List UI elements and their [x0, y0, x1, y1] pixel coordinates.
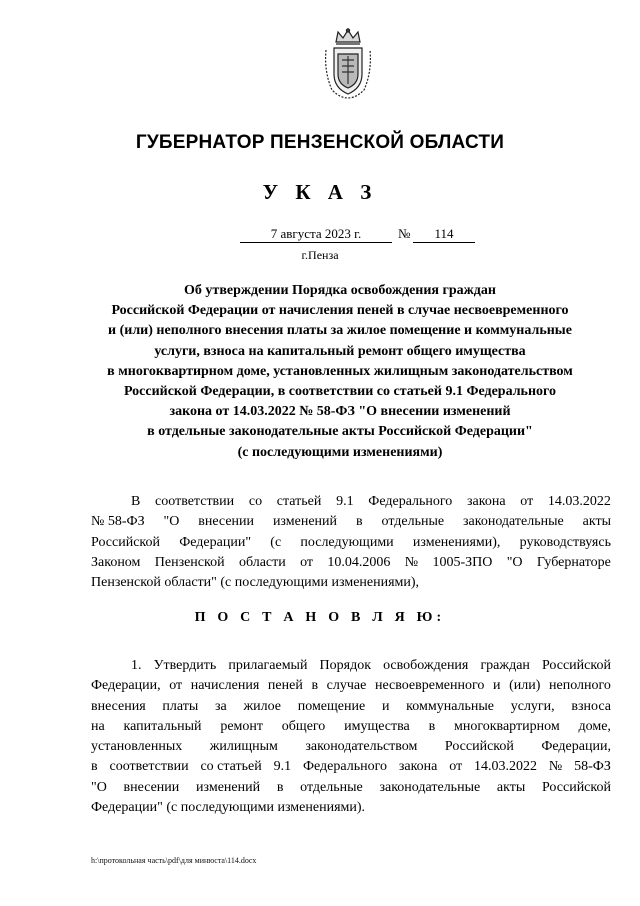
- subject-line: в многоквартирном доме, установленных жилищным законодательством: [107, 363, 573, 379]
- word: и: [493, 678, 501, 694]
- word: акты: [582, 514, 611, 530]
- word: граждан: [480, 658, 530, 673]
- word: со: [248, 494, 263, 509]
- word: внесения: [91, 698, 146, 714]
- word: взноса: [571, 698, 611, 714]
- word: внесении: [123, 779, 180, 795]
- word: отдельные: [300, 779, 363, 795]
- preamble-line: [91, 512, 611, 532]
- word: от: [169, 678, 183, 694]
- word: "О: [91, 779, 107, 795]
- word: Российской: [541, 658, 611, 673]
- word: и: [381, 698, 390, 714]
- word: прилагаемый: [228, 658, 308, 673]
- word: Губернаторе: [536, 554, 611, 570]
- word: на: [91, 718, 105, 734]
- word: законодательные: [463, 514, 564, 530]
- subject-line: и (или) неполного внесения платы за жилое помещение и коммунальные: [108, 323, 572, 339]
- word: Федерального: [302, 759, 387, 775]
- word: закона: [467, 494, 506, 509]
- word: №: [548, 759, 563, 775]
- word: Порядок: [319, 658, 372, 673]
- number-sign: №: [398, 226, 411, 241]
- word: 14.03.2022: [474, 759, 538, 775]
- word: Утвердить: [153, 658, 217, 673]
- word: акты: [496, 779, 526, 795]
- word: жилищным: [209, 739, 278, 755]
- document-subject: [70, 281, 610, 463]
- document-type: У К А З: [262, 180, 378, 204]
- word: освобождения: [383, 658, 469, 673]
- word: Законом: [91, 554, 141, 570]
- preamble-paragraph: [91, 492, 611, 593]
- clause-line: [91, 676, 611, 696]
- word: Федерации" (с последующими изменениями).: [91, 800, 366, 816]
- word: капитальный: [123, 718, 202, 734]
- word: имущества: [344, 718, 410, 734]
- word: жилое: [243, 698, 281, 714]
- subject-line: в отдельные законодательные акты Российской Федерации": [147, 424, 533, 440]
- word: в: [311, 678, 319, 694]
- word: изменений: [272, 514, 338, 530]
- word: внесении: [198, 514, 255, 530]
- word: отдельные: [381, 514, 445, 530]
- word: Пензенской области" (с последующими изменениями),: [91, 575, 420, 591]
- word: 1005-ЗПО: [432, 554, 493, 570]
- word: случае: [326, 678, 367, 694]
- word: Российской: [444, 739, 514, 755]
- word: Пензенской: [154, 554, 225, 570]
- word: "О: [163, 514, 180, 530]
- word: 9.1: [336, 494, 354, 509]
- word: коммунальные: [406, 698, 495, 714]
- clause-line: [91, 717, 611, 737]
- word: в: [276, 779, 284, 795]
- word: В: [131, 494, 141, 509]
- word: статьей: [276, 494, 322, 509]
- word: Федерации": [179, 534, 252, 550]
- word: от: [300, 554, 314, 570]
- subject-line: Российской Федерации от начисления пеней в случае несвоевременного: [111, 303, 569, 319]
- word: №: [404, 554, 419, 570]
- decree-word: П О С Т А Н О В Л Я Ю:: [194, 610, 446, 625]
- word: 14.03.2022: [547, 494, 611, 509]
- word: помещение: [297, 698, 366, 714]
- word: платы: [162, 698, 199, 714]
- word: Российской: [541, 779, 611, 795]
- word: со статьей: [200, 759, 262, 775]
- word: доме,: [578, 718, 611, 734]
- date-number-line: [0, 226, 640, 246]
- word: начисления: [190, 678, 260, 694]
- word: услуги,: [510, 698, 555, 714]
- word: установленных: [91, 739, 183, 755]
- subject-line: Российской Федерации, в соответствии со статьей 9.1 Федерального: [123, 384, 557, 400]
- word: руководствуясь: [519, 534, 611, 550]
- word: 9.1: [273, 759, 292, 775]
- word: изменениями),: [412, 534, 501, 550]
- preamble-line: [91, 573, 611, 593]
- place-of-issue: г.Пенза: [301, 248, 339, 262]
- subject-line: услуги, взноса на капитальный ремонт общего имущества: [154, 343, 526, 359]
- word: (с: [270, 534, 282, 550]
- word: несвоевременного: [374, 678, 485, 694]
- coat-of-arms-emblem: [322, 28, 374, 100]
- word: в: [428, 718, 436, 734]
- word: изменений: [196, 779, 261, 795]
- word: законодательством: [305, 739, 418, 755]
- word: "О: [506, 554, 523, 570]
- word: Федерального: [368, 494, 453, 509]
- clause-line: [91, 798, 611, 818]
- word: многоквартирном: [454, 718, 560, 734]
- word: 58-ФЗ: [574, 759, 611, 775]
- word: за: [214, 698, 227, 714]
- word: № 58-ФЗ: [91, 514, 145, 530]
- word: 1.: [131, 658, 142, 673]
- word: Российской: [91, 534, 160, 550]
- clause-line: [91, 778, 611, 798]
- document-date: 7 августа 2023 г.: [240, 226, 392, 243]
- word: ремонт: [220, 718, 263, 734]
- word: области: [238, 554, 286, 570]
- word: (или): [509, 678, 541, 694]
- subject-line: закона от 14.03.2022 № 58-ФЗ "О внесении изменений: [169, 404, 511, 420]
- footer-file-path: h:\протокольная часть\pdf\для минюста\114.docx: [91, 856, 257, 865]
- word: от: [520, 494, 534, 509]
- preamble-line: [91, 533, 611, 553]
- word: общего: [281, 718, 326, 734]
- word: 10.04.2006: [327, 554, 391, 570]
- preamble-line: [91, 553, 611, 573]
- clause-line: [91, 757, 611, 777]
- word: в: [355, 514, 363, 530]
- word: законодательные: [379, 779, 481, 795]
- word: неполного: [549, 678, 611, 694]
- word: Федерации,: [541, 739, 611, 755]
- word: в: [91, 759, 98, 775]
- word: от: [449, 759, 463, 775]
- document-number: 114: [413, 226, 475, 243]
- word: закона: [398, 759, 438, 775]
- word: соответствии: [155, 494, 235, 509]
- preamble-line: [91, 492, 611, 512]
- word: последующими: [300, 534, 394, 550]
- word: соответствии: [109, 759, 189, 775]
- word: Федерации,: [91, 678, 161, 694]
- clause-line: [91, 697, 611, 717]
- issuing-authority: ГУБЕРНАТОР ПЕНЗЕНСКОЙ ОБЛАСТИ: [135, 132, 505, 153]
- clause-line: [91, 737, 611, 757]
- subject-line: Об утверждении Порядка освобождения граждан: [184, 283, 496, 298]
- subject-line: (с последующими изменениями): [237, 444, 443, 460]
- word: пеней: [267, 678, 303, 694]
- clause-1-paragraph: [91, 656, 611, 818]
- clause-line: [91, 656, 611, 676]
